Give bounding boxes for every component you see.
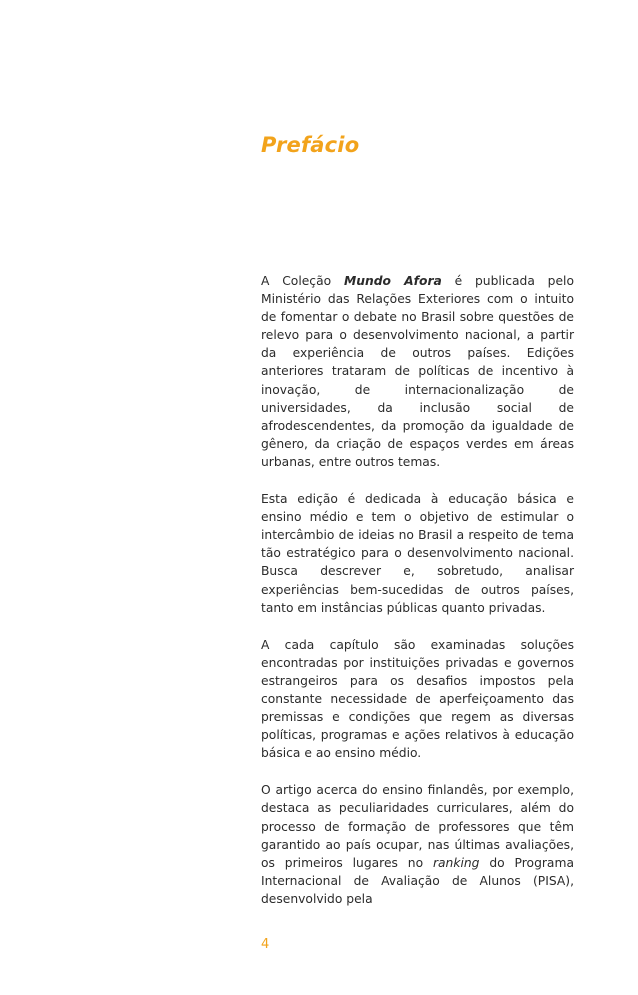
paragraph-4 <box>261 781 574 908</box>
ranking-term: ranking <box>432 855 480 870</box>
collection-name: Mundo Afora <box>343 274 442 288</box>
paragraph-1-rest: é publicada pelo Ministério das Relações Exteriores com o intuito de fomentar o debate no Brasil sobre questões de relevo para o desenvolvimento nacional, a partir da experiência de outros países. Edições anteriores trataram de políticas de incentivo à inovação, de internacionalização de universidades, da inclusão social de afrodescendentes, da promoção da igualdade de gênero, da criação de espaços verdes em áreas urbanas, entre outros temas. <box>261 274 574 469</box>
paragraph-2: Esta edição é dedicada à educação básica e ensino médio e tem o objetivo de estimular o intercâmbio de ideias no Brasil a respeito de tema tão estratégico para o desenvolvimento nacional. Busca descrever e, sobretudo, analisar experiências bem-sucedidas de outros países, tanto em instâncias públicas quanto privadas. <box>261 492 574 615</box>
paragraph-1-start: A Coleção <box>261 274 344 288</box>
paragraph-3: A cada capítulo são examinadas soluções encontradas por instituições privadas e governos estrangeiros para os desafios impostos pela constante necessidade de aperfeiçoamento das premissas e condições que regem as diversas políticas, programas e ações relativos à educação básica e ao ensino médio. <box>261 637 574 761</box>
paragraph-4-rest: do Programa Internacional de Avaliação de Alunos (PISA), desenvolvido pela <box>261 855 574 906</box>
page-number: 4 <box>261 937 270 952</box>
paragraph-4-start: O artigo acerca do ensino finlandês, por exemplo, destaca as peculiaridades curriculares, além do processo de formação de professores que têm garantido ao país ocupar, nas últimas avaliações, os primeiros lugares no <box>261 783 574 870</box>
paragraph-1 <box>261 272 574 471</box>
page-title: Prefácio <box>261 133 360 157</box>
preface-body <box>261 272 574 927</box>
